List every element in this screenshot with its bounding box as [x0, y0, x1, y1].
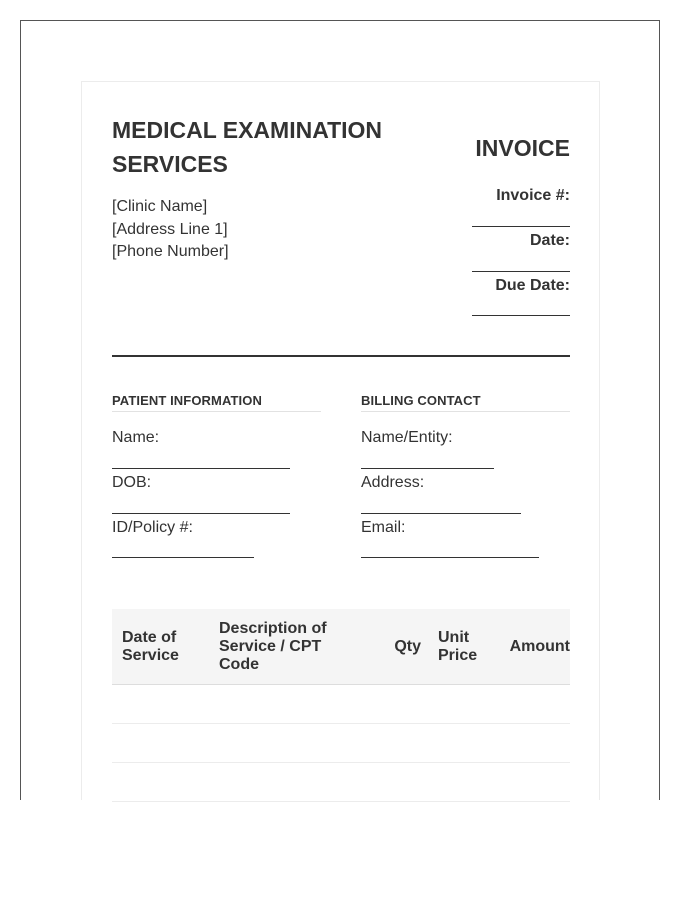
patient-dob-label: DOB:	[112, 474, 152, 491]
cell-amount[interactable]	[499, 763, 570, 802]
invoice-date-line[interactable]	[472, 271, 570, 272]
invoice-heading: INVOICE	[475, 135, 570, 161]
table-row[interactable]	[112, 685, 570, 724]
cell-unit-price[interactable]	[429, 763, 499, 802]
billing-email-line[interactable]	[361, 557, 539, 558]
invoice-date-field[interactable]	[472, 231, 570, 272]
clinic-phone: [Phone Number]	[112, 243, 229, 260]
cell-unit-price[interactable]	[429, 724, 499, 763]
clinic-info	[112, 196, 229, 264]
billing-section-title: BILLING CONTACT	[361, 393, 570, 412]
invoice-number-field[interactable]	[472, 186, 570, 227]
col-date-of-service: Date of Service	[112, 609, 209, 685]
billing-address-line[interactable]	[361, 513, 521, 514]
cell-qty[interactable]	[359, 685, 429, 724]
cell-qty[interactable]	[359, 763, 429, 802]
services-table	[112, 609, 570, 802]
clinic-address: [Address Line 1]	[112, 220, 228, 238]
invoice-number-label: Invoice #:	[496, 187, 570, 204]
patient-id-label: ID/Policy #:	[112, 519, 193, 536]
cell-amount[interactable]	[499, 724, 570, 763]
invoice-number-line[interactable]	[472, 226, 570, 227]
document-title: MEDICAL EXAMINATION SERVICES	[112, 117, 383, 177]
table-row[interactable]	[112, 763, 570, 802]
cell-qty[interactable]	[359, 724, 429, 763]
invoice-due-date-line[interactable]	[472, 315, 570, 316]
cell-date[interactable]	[112, 763, 209, 802]
cell-description[interactable]	[209, 763, 359, 802]
clinic-name: [Clinic Name]	[112, 198, 208, 215]
patient-name-label: Name:	[112, 429, 160, 446]
invoice-due-date-label: Due Date:	[495, 277, 570, 294]
billing-address-label: Address:	[361, 474, 425, 491]
cell-description[interactable]	[209, 685, 359, 724]
cell-date[interactable]	[112, 724, 209, 763]
col-qty: Qty	[359, 609, 429, 685]
invoice-date-label: Date:	[529, 232, 570, 249]
col-description: Description of Service / CPT Code	[209, 609, 359, 685]
cell-amount[interactable]	[499, 685, 570, 724]
patient-dob-line[interactable]	[112, 513, 290, 514]
patient-section-title: PATIENT INFORMATION	[112, 393, 321, 412]
cell-date[interactable]	[112, 685, 209, 724]
col-unit-price: Unit Price	[429, 609, 499, 685]
billing-email-label: Email:	[361, 519, 406, 536]
header-divider	[112, 355, 570, 357]
invoice-due-date-field[interactable]	[472, 276, 570, 316]
billing-name-line[interactable]	[361, 468, 494, 469]
cell-description[interactable]	[209, 724, 359, 763]
patient-id-line[interactable]	[112, 557, 254, 558]
table-row[interactable]	[112, 724, 570, 763]
billing-name-label: Name/Entity:	[361, 429, 453, 446]
table-header-row	[112, 609, 570, 685]
cell-unit-price[interactable]	[429, 685, 499, 724]
patient-name-line[interactable]	[112, 468, 290, 469]
col-amount: Amount	[499, 609, 570, 685]
